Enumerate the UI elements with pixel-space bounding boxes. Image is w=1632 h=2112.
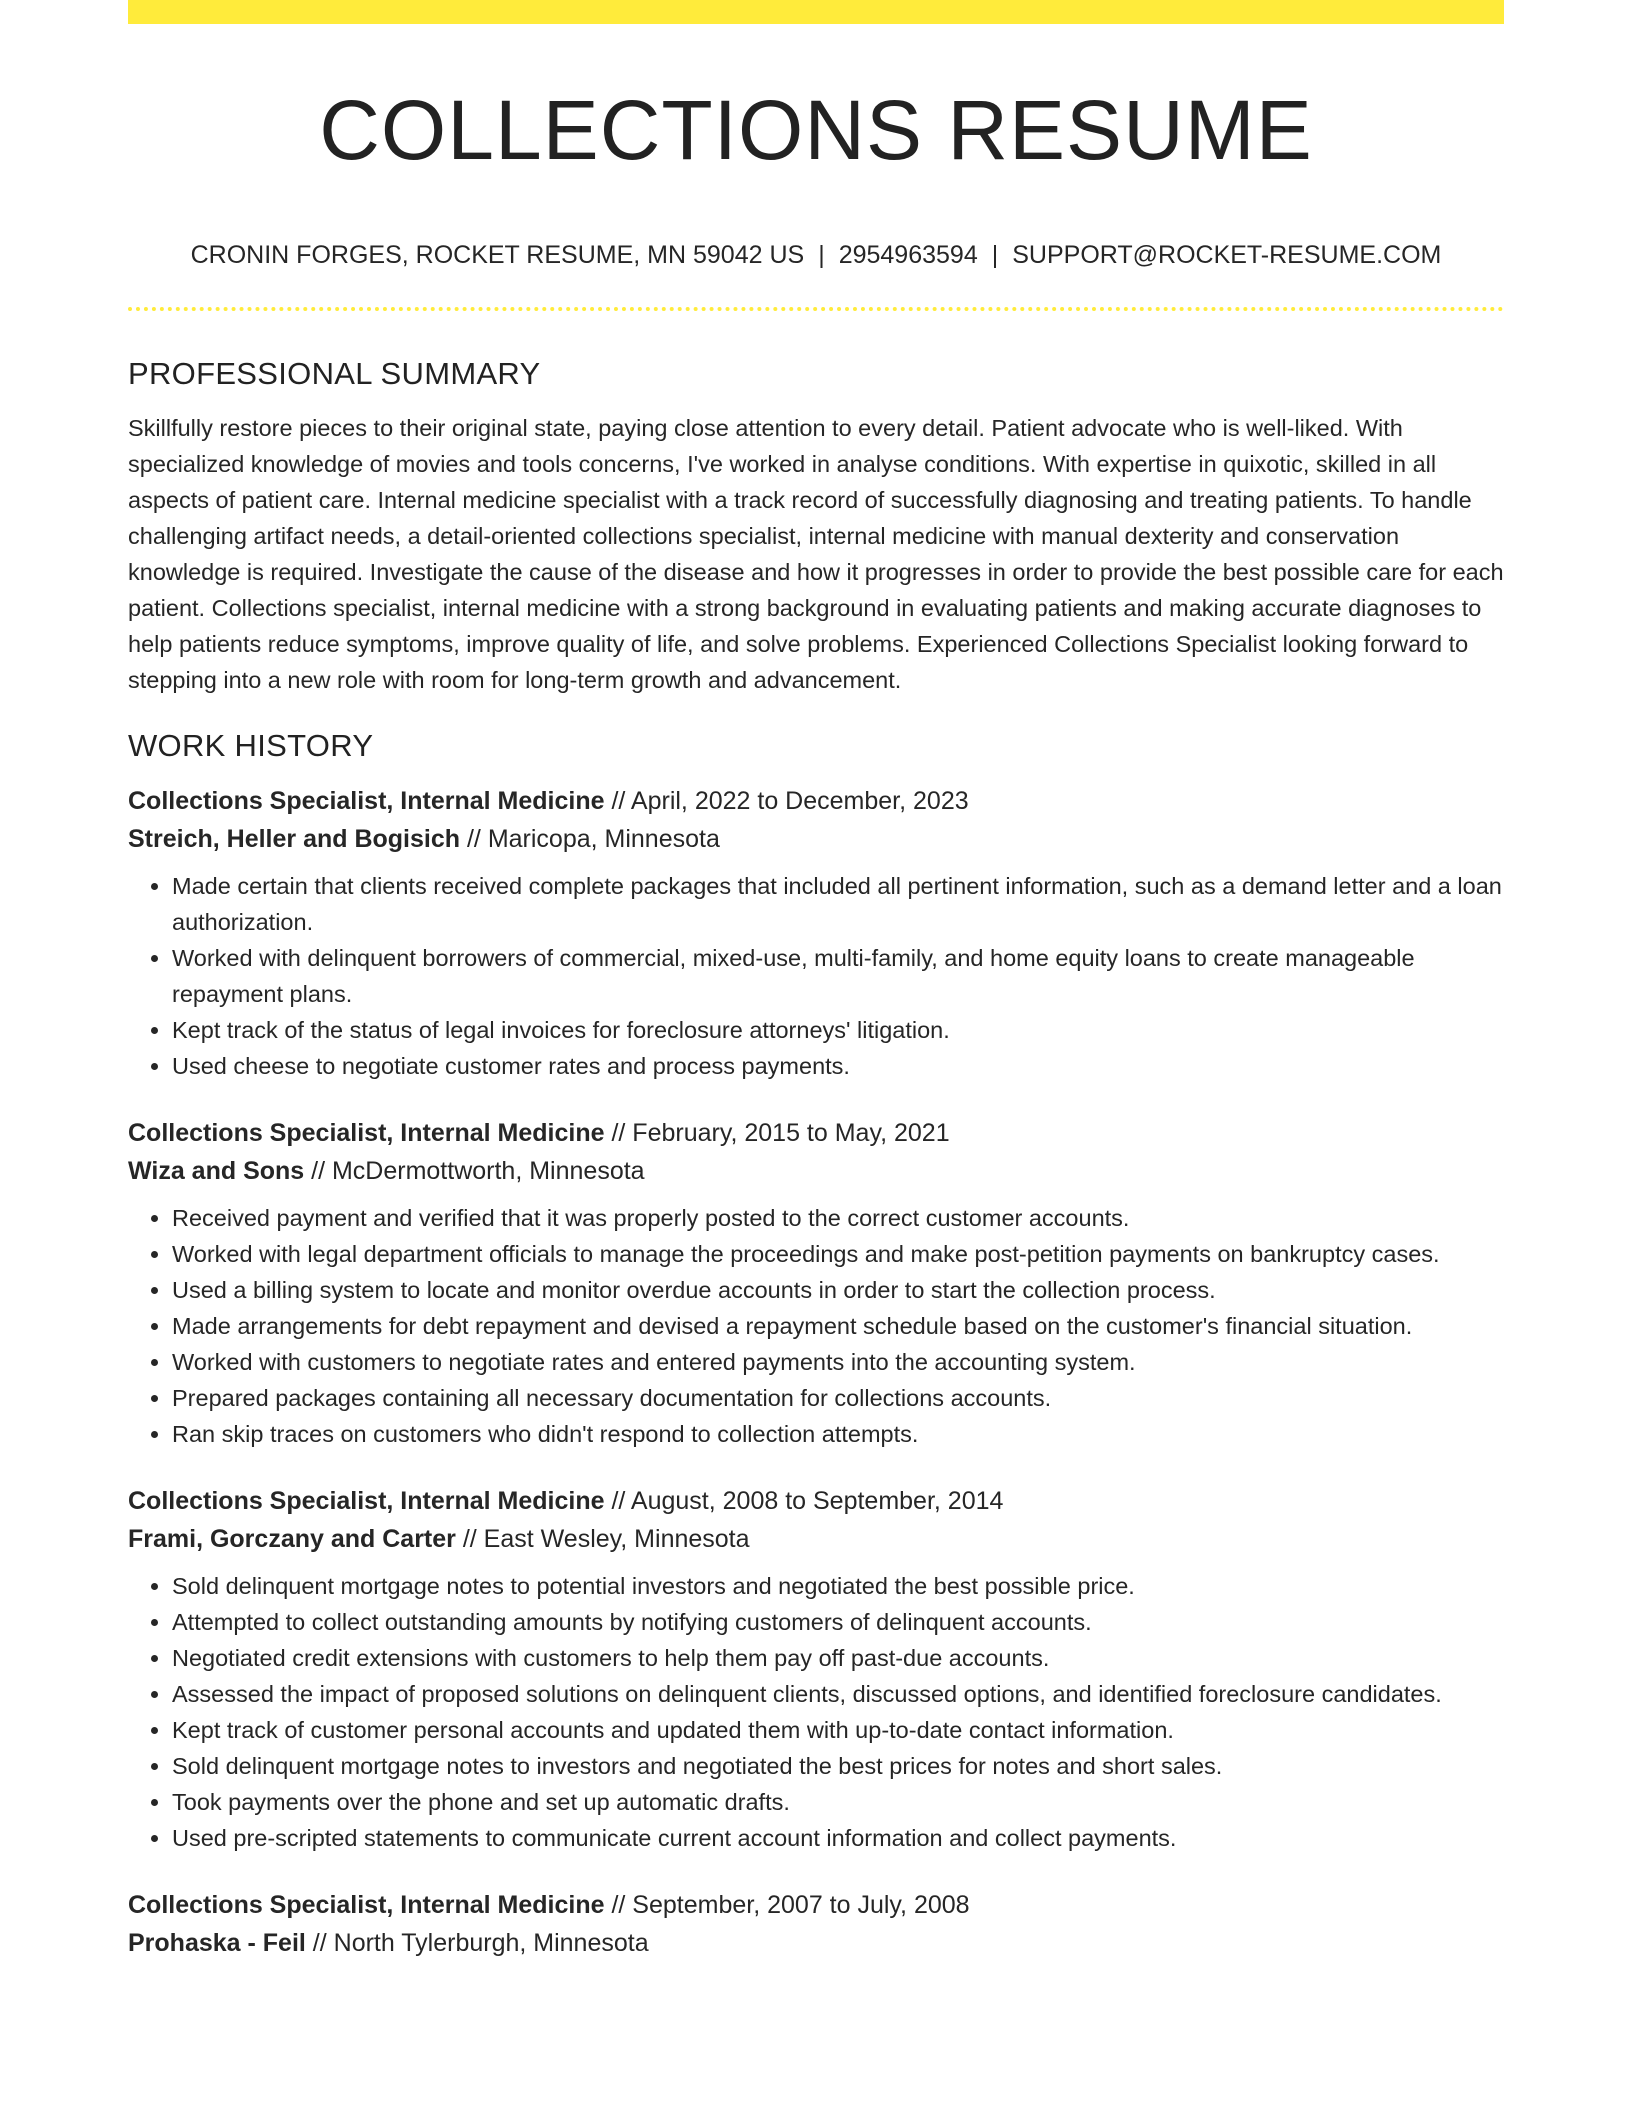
list-item: • Worked with legal department officials to manage the proceedings and make post-petition payments on bankruptcy cases. (172, 1236, 1504, 1272)
page-title: COLLECTIONS RESUME (319, 83, 1313, 177)
job-title-line (128, 1482, 1504, 1520)
list-item: • Ran skip traces on customers who didn't respond to collection attempts. (172, 1416, 1504, 1452)
list-item: • Kept track of the status of legal invoices for foreclosure attorneys' litigation. (172, 1012, 1504, 1048)
job-company: Wiza and Sons (128, 1157, 305, 1185)
list-item: • Used a billing system to locate and monitor overdue accounts in order to start the collection process. (172, 1272, 1504, 1308)
job-location: // East Wesley, Minnesota (455, 1525, 750, 1553)
list-item: • Sold delinquent mortgage notes to investors and negotiated the best prices for notes and short sales. (172, 1748, 1504, 1784)
job-bullets (128, 1200, 1504, 1452)
contact-line (128, 238, 1504, 272)
list-item: • Kept track of customer personal accounts and updated them with up-to-date contact information. (172, 1712, 1504, 1748)
list-item: • Used pre-scripted statements to communicate current account information and collect payments. (172, 1820, 1504, 1856)
list-item: • Sold delinquent mortgage notes to potential investors and negotiated the best possible price. (172, 1568, 1504, 1604)
job-bullets (128, 1568, 1504, 1856)
job-dates: // August, 2008 to September, 2014 (604, 1487, 1004, 1515)
job-title-line (128, 782, 1504, 820)
dotted-divider (128, 307, 1504, 311)
job-entry-4 (128, 1886, 1504, 1962)
list-item: • Negotiated credit extensions with customers to help them pay off past-due accounts. (172, 1640, 1504, 1676)
job-title-line (128, 1886, 1504, 1924)
summary-heading: PROFESSIONAL SUMMARY (128, 356, 541, 391)
list-item: • Made certain that clients received complete packages that included all pertinent information, such as a demand letter and a loan authorization. (172, 868, 1504, 940)
job-dates: // February, 2015 to May, 2021 (604, 1119, 950, 1147)
list-item: • Worked with customers to negotiate rates and entered payments into the accounting system. (172, 1344, 1504, 1380)
job-company-line (128, 820, 1504, 858)
job-title: Collections Specialist, Internal Medicine (128, 1119, 605, 1147)
list-item: • Received payment and verified that it was properly posted to the correct customer accounts. (172, 1200, 1504, 1236)
work-history-heading: WORK HISTORY (128, 728, 374, 763)
job-company-line (128, 1520, 1504, 1558)
accent-top-bar (128, 0, 1504, 24)
job-entry-1 (128, 782, 1504, 1084)
contact-separator: | (818, 241, 825, 269)
list-item: • Worked with delinquent borrowers of commercial, mixed-use, multi-family, and home equity loans to create manageable repayment plans. (172, 940, 1504, 1012)
list-item: • Made arrangements for debt repayment and devised a repayment schedule based on the customer's financial situation. (172, 1308, 1504, 1344)
job-dates: // September, 2007 to July, 2008 (604, 1891, 970, 1919)
list-item: • Took payments over the phone and set up automatic drafts. (172, 1784, 1504, 1820)
job-company: Streich, Heller and Bogisich (128, 825, 461, 853)
contact-separator: | (991, 241, 999, 269)
summary-text: Skillfully restore pieces to their original state, paying close attention to every detail. Patient advocate who is well-liked. With specialized knowledge of movies and tools concerns, I've worked in analyse conditions. With expertise in quixotic, skilled in all aspects of patient care. Internal medicine specialist with a track record of successfully diagnosing and treating patients. To handle challenging artifact needs, a detail-oriented collections specialist, internal medicine with manual dexterity and conservation knowledge is required. Investigate the cause of the disease and how it progresses in order to provide the best possible care for each patient. Collections specialist, internal medicine with a strong background in evaluating patients and making accurate diagnoses to help patients reduce symptoms, improve quality of life, and solve problems. Experienced Collections Specialist looking forward to stepping into a new role with room for long-term growth and advancement. (128, 415, 1504, 693)
job-company: Frami, Gorczany and Carter (128, 1525, 456, 1553)
job-dates: // April, 2022 to December, 2023 (604, 787, 969, 815)
list-item: • Prepared packages containing all necessary documentation for collections accounts. (172, 1380, 1504, 1416)
job-title: Collections Specialist, Internal Medicine (128, 1891, 605, 1919)
job-location: // Maricopa, Minnesota (460, 825, 720, 853)
job-company: Prohaska - Feil (128, 1929, 306, 1957)
job-company-line (128, 1924, 1504, 1962)
job-title: Collections Specialist, Internal Medicine (128, 787, 605, 815)
job-title: Collections Specialist, Internal Medicine (128, 1487, 605, 1515)
job-location: // McDermottworth, Minnesota (304, 1157, 645, 1185)
contact-address: CRONIN FORGES, ROCKET RESUME, MN 59042 US (190, 241, 805, 269)
job-company-line (128, 1152, 1504, 1190)
contact-phone: 2954963594 (838, 241, 978, 269)
list-item: • Assessed the impact of proposed solutions on delinquent clients, discussed options, and identified foreclosure candidates. (172, 1676, 1504, 1712)
job-entry-3 (128, 1482, 1504, 1856)
job-entry-2 (128, 1114, 1504, 1452)
job-title-line (128, 1114, 1504, 1152)
job-location: // North Tylerburgh, Minnesota (305, 1929, 649, 1957)
job-bullets (128, 868, 1504, 1084)
list-item: • Used cheese to negotiate customer rates and process payments. (172, 1048, 1504, 1084)
resume-content (128, 352, 1504, 1962)
list-item: • Attempted to collect outstanding amounts by notifying customers of delinquent accounts. (172, 1604, 1504, 1640)
contact-email: SUPPORT@ROCKET-RESUME.COM (1012, 241, 1442, 269)
